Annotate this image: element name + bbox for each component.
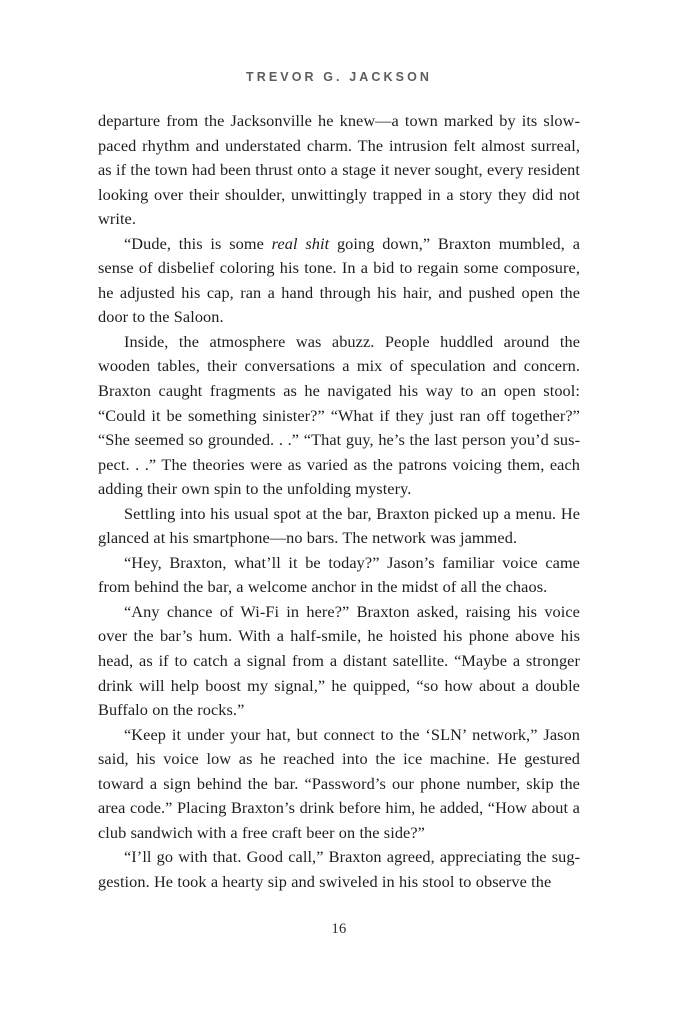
body-text-column bbox=[98, 109, 580, 895]
paragraph-4: Settling into his usual spot at the bar, Braxton picked up a menu. He glanced at his smartphone—no bars. The network was jammed. bbox=[98, 503, 580, 548]
paragraph-1: departure from the Jacksonville he knew—a town marked by its slow-paced rhythm and understated charm. The intrusion felt almost surreal, as if the town had been thrust onto a stage it never sought, every resident looking over their shoulder, unwittingly trapped in a story they did not write. bbox=[98, 111, 580, 229]
running-head: TREVOR G. JACKSON bbox=[245, 70, 433, 84]
page-number: 16 bbox=[331, 921, 347, 937]
paragraph-2 bbox=[98, 232, 580, 330]
paragraph-5: “Hey, Braxton, what’ll it be today?” Jason’s familiar voice came from behind the bar, a welcome anchor in the midst of all the chaos. bbox=[98, 552, 580, 597]
paragraph-2-italic-phrase: real shit bbox=[271, 233, 330, 253]
paragraph-8: “I’ll go with that. Good call,” Braxton agreed, appreciating the suggestion. He took a hearty sip and swiveled in his stool to observe the bbox=[98, 847, 580, 891]
paragraph-2-text-after-italic: going down,” Braxton mumbled, a sense of disbelief coloring his tone. In a bid to regain some composure, he adjusted his cap, ran a hand through his hair, and pushed open the door to the Saloon. bbox=[98, 233, 580, 327]
paragraph-2-text-before-italic: “Dude, this is some bbox=[124, 233, 272, 253]
paragraph-7: “Keep it under your hat, but connect to the ‘SLN’ network,” Jason said, his voice low as he reached into the ice machine. He gestured toward a sign behind the bar. “Password’s our phone number, skip the area code.” Placing Braxton’s drink before him, he added, “How about a club sandwich with a free craft beer on the side?” bbox=[98, 724, 580, 842]
paragraph-3: Inside, the atmosphere was abuzz. People huddled around the wooden tables, their conversations a mix of speculation and concern. Braxton caught fragments as he navigated his way to an open stool: “Could it be something sinister?” “What if they just ran off together?” “She seemed so grounded. . .” “That guy, he’s the last person you’d suspect. . .” The theories were as varied as the patrons voicing them, each adding their own spin to the unfolding mystery. bbox=[98, 331, 580, 499]
paragraph-6: “Any chance of Wi-Fi in here?” Braxton asked, raising his voice over the bar’s hum. With a half-smile, he hoisted his phone above his head, as if to catch a signal from a distant satellite. “Maybe a stronger drink will help boost my signal,” he quipped, “so how about a double Buffalo on the rocks.” bbox=[98, 601, 580, 720]
